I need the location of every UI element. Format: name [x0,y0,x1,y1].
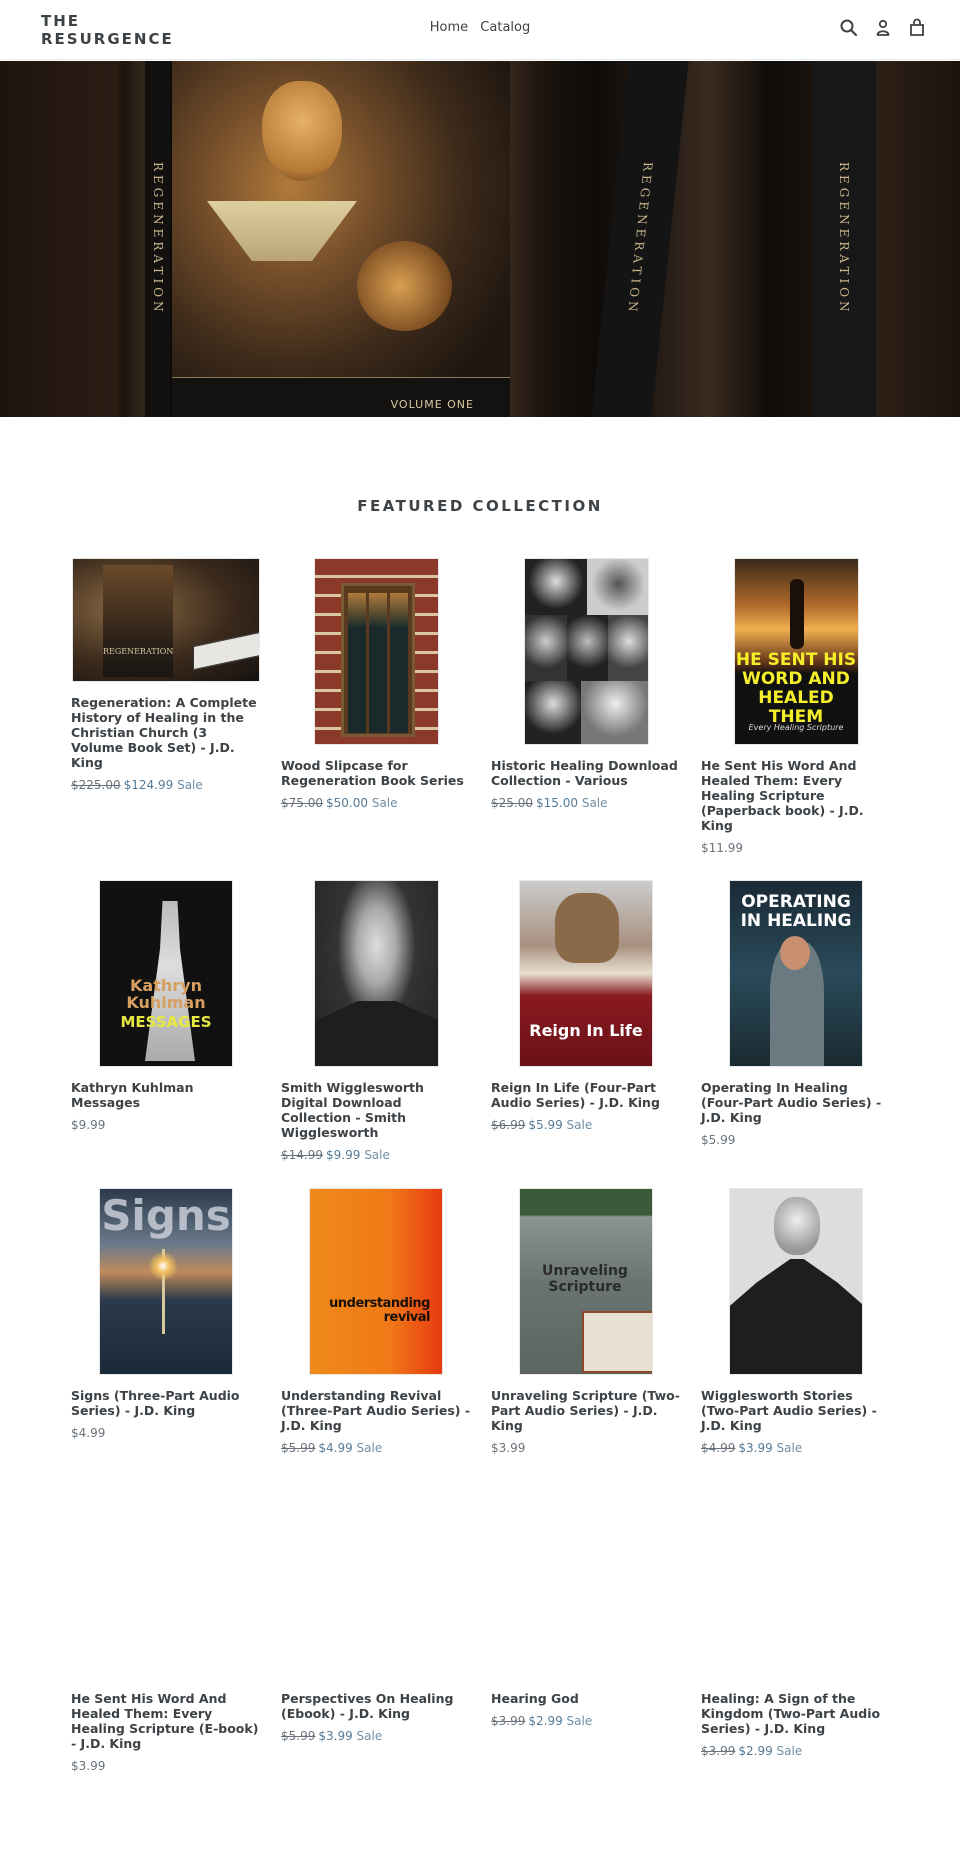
product-image[interactable] [524,558,649,745]
product-price: $225.00 $124.99 Sale [71,778,203,792]
product-card[interactable] [491,1188,681,1455]
product-price: $5.99 [701,1133,736,1147]
product-price: $4.99 $3.99 Sale [701,1441,803,1455]
site-header [0,0,960,60]
product-title[interactable]: Operating In Healing (Four-Part Audio Series) - J.D. King [701,1080,882,1125]
product-title[interactable]: He Sent His Word And Healed Them: Every Healing Scripture (E-book) - J.D. King [71,1691,259,1751]
portrait-face [262,81,342,181]
product-image[interactable]: understanding revival [309,1188,443,1375]
cover-volume-label: VOLUME ONE [390,398,474,411]
product-title[interactable]: Hearing God [491,1691,579,1706]
product-price: $5.99 $4.99 Sale [281,1441,383,1455]
product-price: $3.99 [491,1441,526,1455]
product-price: $9.99 [71,1118,106,1132]
product-image[interactable]: Unraveling Scripture [519,1188,653,1375]
hero-spine-vol3: REGENERATION [591,61,688,417]
featured-collection-title: FEATURED COLLECTION [357,497,603,515]
product-price: $11.99 [701,841,743,855]
product-card[interactable] [491,558,681,810]
product-card[interactable] [701,558,891,855]
product-image[interactable]: OPERATING IN HEALING [729,880,863,1067]
product-title[interactable]: Signs (Three-Part Audio Series) - J.D. King [71,1388,240,1418]
product-title[interactable]: Understanding Revival (Three-Part Audio Series) - J.D. King [281,1388,471,1433]
product-title[interactable]: Smith Wigglesworth Digital Download Collection - Smith Wigglesworth [281,1080,424,1140]
product-price: $4.99 [71,1426,106,1440]
product-image[interactable]: HE SENT HIS WORD AND HEALED THEM Every Healing Scripture [734,558,859,745]
product-price: $25.00 $15.00 Sale [491,796,608,810]
product-price: $14.99 $9.99 Sale [281,1148,390,1162]
product-title[interactable]: Perspectives On Healing (Ebook) - J.D. King [281,1691,454,1721]
product-title[interactable]: Unraveling Scripture (Two-Part Audio Series) - J.D. King [491,1388,680,1433]
portrait-collar [207,186,357,261]
product-card[interactable] [281,880,471,1162]
product-price: $5.99 $3.99 Sale [281,1729,383,1743]
product-card[interactable] [71,1188,261,1440]
product-card[interactable] [701,880,891,1147]
nav-catalog[interactable]: Catalog [480,20,531,35]
product-card[interactable] [281,1188,471,1455]
main-nav [0,20,960,35]
product-card[interactable] [281,558,471,810]
product-title[interactable]: Historic Healing Download Collection - Various [491,758,678,788]
product-card[interactable] [71,558,261,792]
product-image[interactable] [314,880,439,1067]
nav-home[interactable]: Home [429,20,469,35]
header-icons [839,18,927,38]
portrait-boy [357,241,452,331]
product-price: $3.99 $2.99 Sale [701,1744,803,1758]
product-title[interactable]: Wood Slipcase for Regeneration Book Series [281,758,464,788]
product-image[interactable] [729,1188,863,1375]
product-card[interactable] [701,1678,891,1758]
product-image[interactable] [314,558,439,745]
product-title[interactable]: He Sent His Word And Healed Them: Every Healing Scripture (Paperback book) - J.D. King [701,758,864,833]
product-card[interactable] [701,1188,891,1455]
product-image[interactable]: Kathryn Kuhlman MESSAGES [99,880,233,1067]
product-price: $3.99 $2.99 Sale [491,1714,593,1728]
cart-icon[interactable] [907,18,927,38]
hero-spine-vol1: REGENERATION [145,61,171,417]
cover-band [172,377,510,417]
product-card[interactable] [281,1678,471,1743]
hero-book-cover [170,61,510,417]
search-icon[interactable] [839,18,859,38]
product-card[interactable] [491,1678,681,1728]
product-image[interactable]: Reign In Life [519,880,653,1067]
product-card[interactable] [71,1678,261,1773]
account-icon[interactable] [873,18,893,38]
product-card[interactable] [71,880,261,1132]
product-title[interactable]: Reign In Life (Four-Part Audio Series) - J.D. King [491,1080,660,1110]
hero-spine-vol2: REGENERATION [812,61,876,417]
product-title[interactable]: Regeneration: A Complete History of Healing in the Christian Church (3 Volume Book Set) - J.D. King [71,695,257,770]
product-image[interactable]: REGENERATION [72,558,260,682]
product-image[interactable]: Signs [99,1188,233,1375]
site-logo[interactable]: THE RESURGENCE [41,12,174,48]
product-card[interactable] [491,880,681,1132]
product-price: $75.00 $50.00 Sale [281,796,398,810]
product-title[interactable]: Healing: A Sign of the Kingdom (Two-Part Audio Series) - J.D. King [701,1691,881,1736]
product-price: $3.99 [71,1759,106,1773]
product-price: $6.99 $5.99 Sale [491,1118,593,1132]
product-title[interactable]: Wigglesworth Stories (Two-Part Audio Series) - J.D. King [701,1388,877,1433]
product-title[interactable]: Kathryn Kuhlman Messages [71,1080,194,1110]
hero-banner [0,61,960,417]
